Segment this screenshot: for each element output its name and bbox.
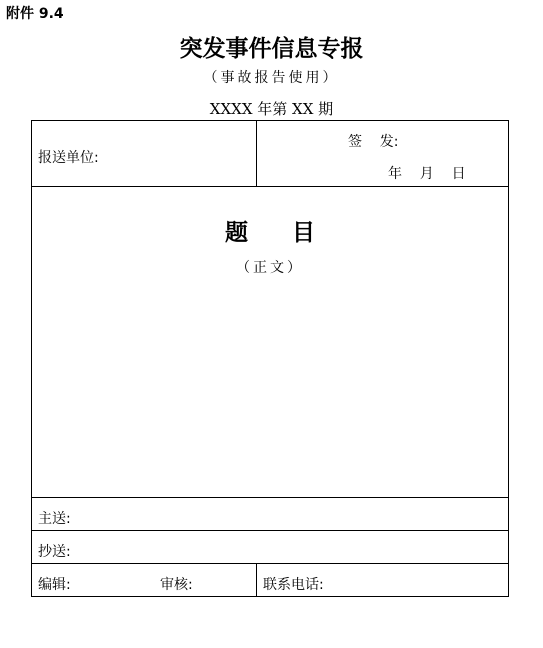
copy-send-label: 抄送:	[38, 544, 71, 560]
report-form	[31, 120, 509, 597]
date-label: 年 月 日	[388, 166, 466, 182]
divider-main-send	[32, 530, 508, 531]
editor-label: 编辑:	[38, 577, 71, 593]
issue-number: XXXX 年第 XX 期	[209, 100, 334, 118]
reviewer-label: 审核:	[160, 577, 193, 593]
divider-header-vertical	[256, 121, 257, 186]
divider-header	[32, 186, 508, 187]
report-unit-label: 报送单位:	[38, 150, 99, 166]
main-send-label: 主送:	[38, 511, 71, 527]
sign-label: 签 发:	[348, 134, 399, 150]
body-placeholder: （正文）	[236, 260, 304, 276]
divider-copy-send	[32, 563, 508, 564]
attachment-label: 附件 9.4	[6, 6, 64, 22]
divider-footer-vertical	[256, 563, 257, 597]
topic-title: 题 目	[224, 219, 333, 246]
divider-body	[32, 497, 508, 498]
document-subtitle: （事故报告使用）	[203, 70, 340, 86]
phone-label: 联系电话:	[263, 577, 324, 593]
document-title: 突发事件信息专报	[179, 35, 364, 62]
